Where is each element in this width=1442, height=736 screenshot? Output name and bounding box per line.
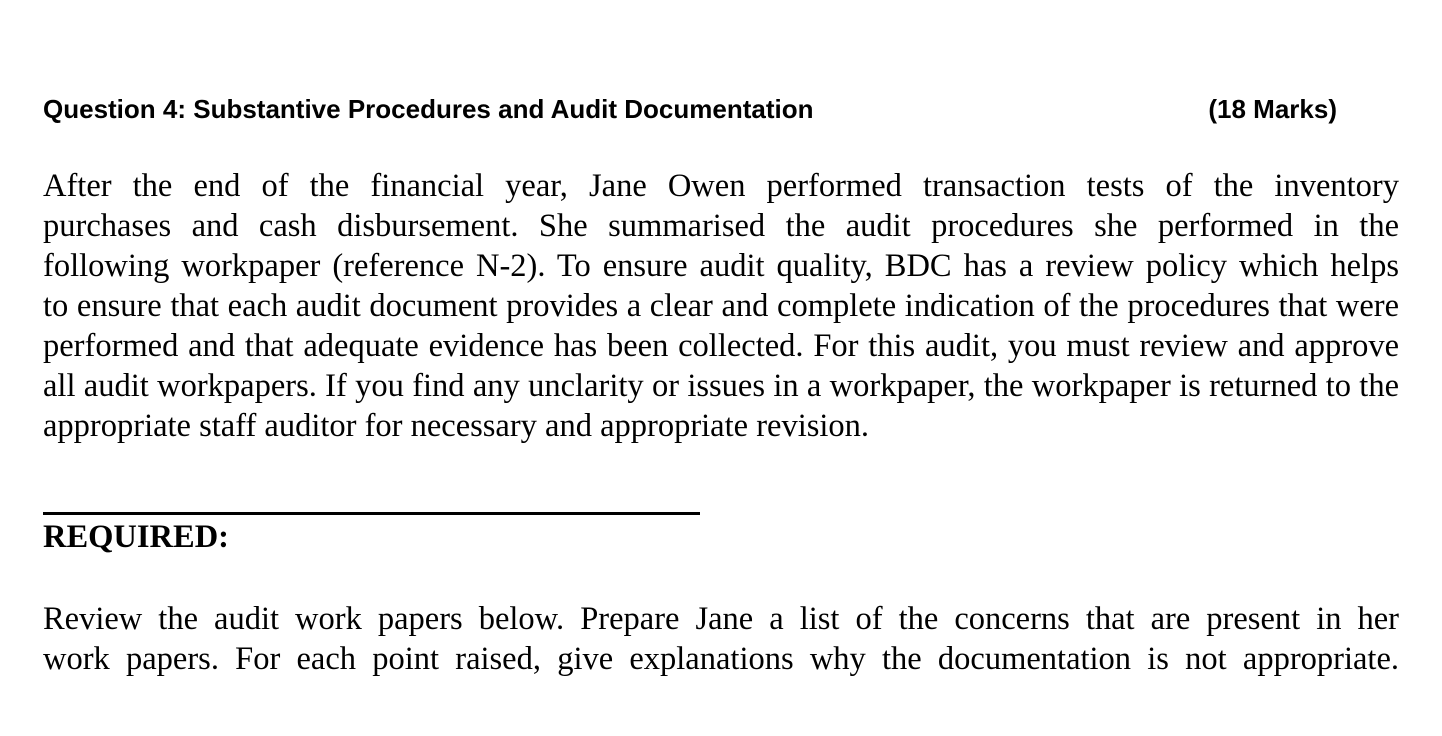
question-marks: (18 Marks) — [1208, 94, 1337, 124]
scenario-paragraph — [43, 166, 1399, 446]
required-heading: REQUIRED: — [43, 519, 229, 555]
scenario-line: appropriate staff auditor for necessary and appropriate revision. — [43, 408, 870, 444]
question-header — [43, 92, 1337, 126]
scenario-line: to ensure that each audit document provides a clear and complete indication of the procedures that were — [43, 288, 1399, 324]
scenario-line: following workpaper (reference N-2). To ensure audit quality, BDC has a review policy which helps — [43, 248, 1399, 284]
required-paragraph — [43, 599, 1399, 679]
scenario-line: all audit workpapers. If you find any unclarity or issues in a workpaper, the workpaper is returned to the — [43, 368, 1399, 404]
question-title: Question 4: Substantive Procedures and Audit Documentation — [43, 94, 814, 124]
required-line: Review the audit work papers below. Prepare Jane a list of the concerns that are present in her — [43, 601, 1399, 637]
scenario-line: After the end of the financial year, Jane Owen performed transaction tests of the inventory — [43, 168, 1399, 204]
section-divider — [43, 512, 700, 515]
scenario-line: performed and that adequate evidence has been collected. For this audit, you must review and approve — [43, 328, 1399, 364]
required-line: work papers. For each point raised, give explanations why the documentation is not appropriate. — [43, 641, 1399, 677]
scenario-line: purchases and cash disbursement. She summarised the audit procedures she performed in the — [43, 208, 1399, 244]
